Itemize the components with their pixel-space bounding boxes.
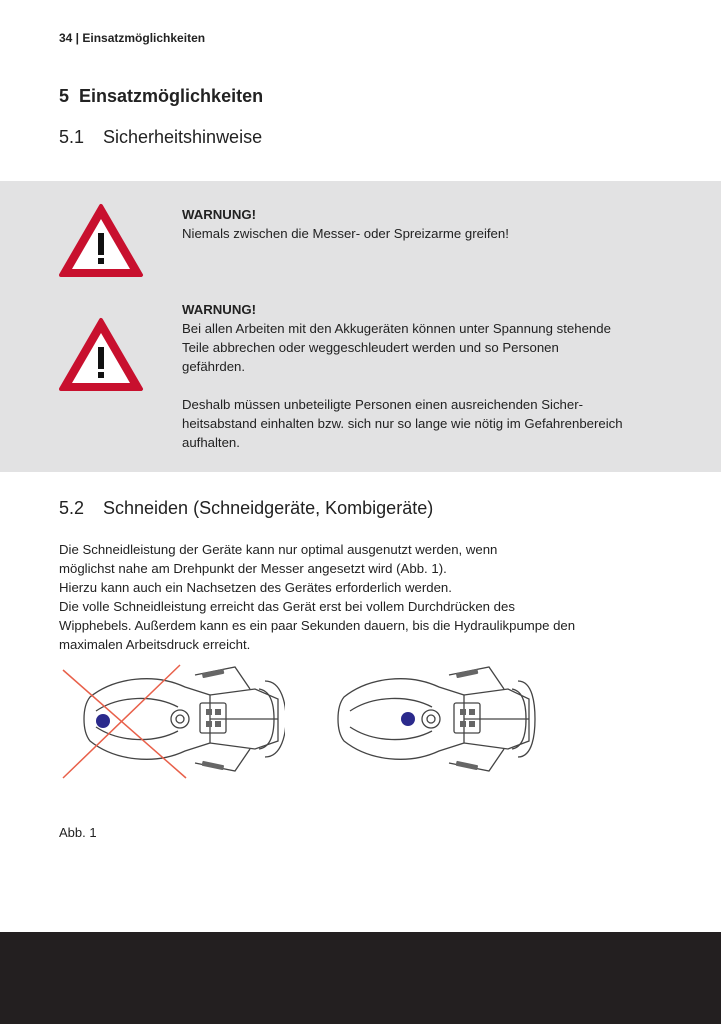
warning-title: WARNUNG!: [182, 302, 256, 317]
warning-line: aufhalten.: [182, 435, 240, 450]
section-heading-cutting: [59, 498, 433, 519]
body-line: maximalen Arbeitsdruck erreicht.: [59, 637, 251, 652]
chapter-title: Einsatzmöglichkeiten: [79, 86, 264, 106]
warning-title: WARNUNG!: [182, 207, 256, 222]
warning-text-1: [182, 205, 672, 243]
chapter-number: 5: [59, 86, 70, 106]
warning-box: [0, 181, 721, 472]
warning-text-2: [182, 300, 672, 452]
body-line: Wipphebels. Außerdem kann es ein paar Sekunden dauern, bis die Hydraulikpumpe den: [59, 618, 576, 633]
warning-line: Bei allen Arbeiten mit den Akkugeräten können unter Spannung stehende: [182, 321, 611, 336]
chapter-heading: [59, 86, 263, 107]
cut-position-marker: [96, 714, 110, 728]
warning-triangle-icon: [58, 317, 144, 393]
body-line: Die Schneidleistung der Geräte kann nur optimal ausgenutzt werden, wenn: [59, 542, 498, 557]
figure-cutter-wrong: [60, 655, 285, 785]
section-body: [59, 540, 669, 654]
warning-line: heitsabstand einhalten bzw. sich nur so lange wie nötig im Gefahrenbereich: [182, 416, 623, 431]
figure-caption: Abb. 1: [59, 825, 97, 840]
warning-triangle-icon: [58, 203, 144, 279]
section-title: Sicherheitshinweise: [103, 127, 263, 147]
body-line: Hierzu kann auch ein Nachsetzen des Gerätes erforderlich werden.: [59, 580, 452, 595]
body-line: Die volle Schneidleistung erreicht das Gerät erst bei vollem Durchdrücken des: [59, 599, 515, 614]
section-number: 5.1: [59, 127, 85, 147]
warning-line: Teile abbrechen oder weggeschleudert werden und so Personen: [182, 340, 559, 355]
warning-line: gefährden.: [182, 359, 246, 374]
body-line: möglichst nahe am Drehpunkt der Messer angesetzt wird (Abb. 1).: [59, 561, 447, 576]
figure-cutter-correct: [336, 655, 536, 785]
warning-line: Niemals zwischen die Messer- oder Spreizarme greifen!: [182, 226, 509, 241]
wrong-position-cross: [63, 665, 186, 778]
warning-line: Deshalb müssen unbeteiligte Personen einen ausreichenden Sicher-: [182, 397, 584, 412]
footer-bar: [0, 932, 721, 1024]
section-heading-safety: [59, 127, 262, 148]
cut-position-marker: [401, 712, 415, 726]
section-title: Schneiden (Schneidgeräte, Kombigeräte): [103, 498, 434, 518]
running-header: 34 | Einsatzmöglichkeiten: [59, 31, 206, 45]
section-number: 5.2: [59, 498, 85, 518]
